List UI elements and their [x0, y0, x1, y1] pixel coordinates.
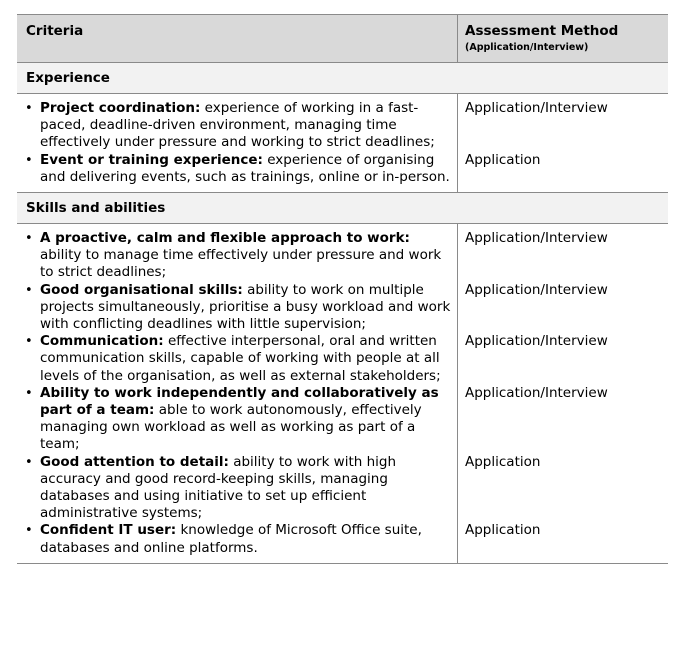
bullet-icon: •: [25, 523, 33, 539]
criteria-name: Ability to work independently and collaboratively as part of a team:: [40, 384, 439, 419]
bullet-icon: •: [25, 231, 33, 247]
criteria-description: experience of working in a fast-paced, deadline-driven environment, managing time effectively under pressure and working to strict deadlines;: [40, 100, 435, 151]
criteria-cell: [17, 333, 458, 385]
table-row: [17, 282, 668, 334]
table-row: [17, 385, 668, 454]
table-row: [17, 152, 668, 192]
criteria-description: effective interpersonal, oral and written communication skills, capable of working with people at all levels of the organisation, as well as external stakeholders;: [40, 333, 441, 384]
criteria-description: able to work autonomously, effectively managing own workload as well as working as part of a team;: [40, 402, 422, 453]
criteria-text: [40, 100, 457, 152]
criteria-description: ability to work on multiple projects simultaneously, prioritise a busy workload and work with conflicting deadlines with little supervision;: [40, 281, 451, 333]
criteria-text: [40, 152, 457, 186]
assessment-method-cell: Application/Interview: [465, 230, 608, 247]
criteria-cell: [17, 94, 458, 152]
criteria-name: Event or training experience:: [40, 151, 263, 168]
section-heading-skills: Skills and abilities: [17, 193, 668, 224]
criteria-name: Project coordination:: [40, 100, 201, 116]
criteria-name: A proactive, calm and flexible approach to work:: [40, 230, 410, 247]
section-heading-experience: Experience: [17, 63, 668, 94]
table-row: [17, 522, 668, 562]
assessment-column-header: [458, 15, 668, 62]
assessment-method-cell: Application: [465, 522, 541, 539]
assessment-method-cell: Application/Interview: [465, 281, 608, 298]
criteria-column-header: Criteria: [17, 15, 458, 62]
criteria-name: Confident IT user:: [40, 522, 177, 539]
assessment-method-cell: Application/Interview: [465, 100, 608, 116]
bullet-icon: •: [25, 152, 33, 168]
criteria-name: Good attention to detail:: [40, 453, 229, 470]
criteria-description: ability to manage time effectively under pressure and work to strict deadlines;: [40, 247, 442, 281]
criteria-text: [40, 230, 457, 282]
criteria-description: knowledge of Microsoft Office suite, databases and online platforms.: [40, 522, 422, 556]
criteria-cell: [17, 454, 458, 523]
table-header-row: [17, 15, 668, 63]
criteria-table: [17, 14, 668, 564]
assessment-method-cell: Application/Interview: [465, 333, 608, 350]
bullet-icon: •: [25, 454, 33, 470]
criteria-text: [40, 333, 457, 385]
criteria-text: [40, 454, 457, 523]
assessment-method-subtitle: (Application/Interview): [465, 42, 589, 53]
table-row: [17, 454, 668, 523]
bullet-icon: •: [25, 101, 33, 116]
criteria-description: ability to work with high accuracy and good record-keeping skills, managing databases and using initiative to set up efficient administrative systems;: [40, 453, 397, 522]
table-row: [17, 224, 668, 282]
bullet-icon: •: [25, 282, 33, 298]
criteria-text: [40, 282, 457, 334]
assessment-method-cell: Application/Interview: [465, 384, 608, 401]
criteria-cell: [17, 522, 458, 562]
criteria-name: Good organisational skills:: [40, 281, 243, 298]
assessment-method-title: Assessment Method: [465, 23, 619, 39]
assessment-method-cell: Application: [465, 453, 541, 470]
criteria-cell: [17, 152, 458, 192]
section-body-skills: [17, 224, 668, 563]
criteria-text: [40, 385, 457, 454]
criteria-description: experience of organising and delivering events, such as trainings, online or in-person.: [40, 151, 450, 185]
criteria-name: Communication:: [40, 333, 164, 350]
table-row: [17, 94, 668, 152]
criteria-cell: [17, 224, 458, 282]
bullet-icon: •: [25, 385, 33, 401]
bullet-icon: •: [25, 334, 33, 350]
criteria-text: [40, 522, 457, 556]
assessment-method-cell: Application: [465, 151, 541, 168]
criteria-cell: [17, 282, 458, 334]
criteria-cell: [17, 385, 458, 454]
section-body-experience: [17, 94, 668, 193]
table-row: [17, 333, 668, 385]
